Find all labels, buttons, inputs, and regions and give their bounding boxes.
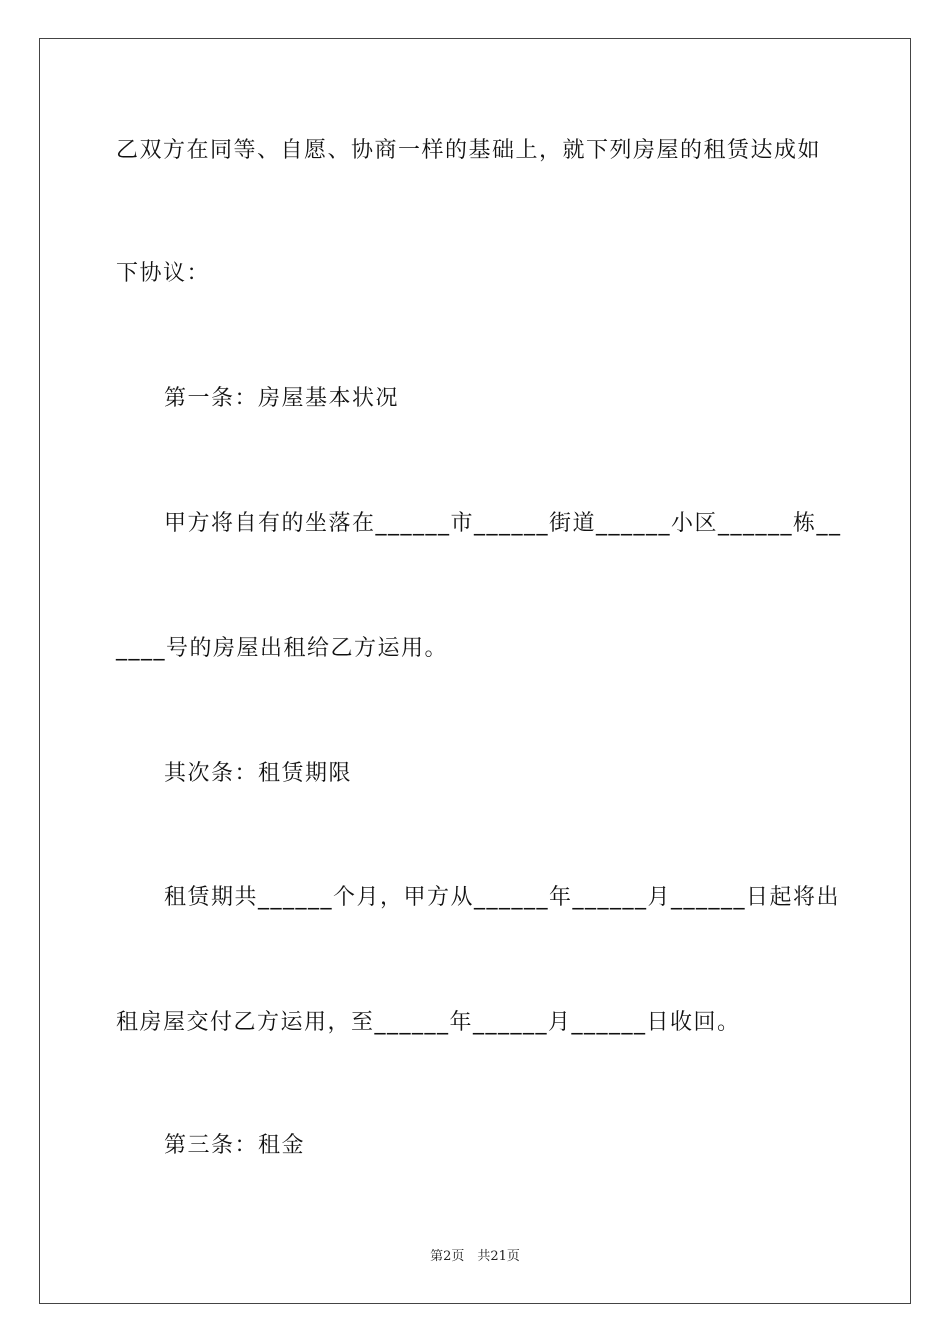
- body-text-line: 下协议：: [116, 261, 211, 286]
- body-text-line: 租房屋交付乙方运用，至______年______月______日收回。: [116, 1010, 741, 1035]
- section-heading-3: 第三条：租金: [164, 1133, 306, 1158]
- body-text-line: 甲方将自有的坐落在______市______街道______小区______栋__: [164, 511, 842, 536]
- page-number-footer: 第2页 共21页: [430, 1249, 520, 1264]
- body-text-line: ____号的房屋出租给乙方运用。: [116, 636, 449, 661]
- body-text-line: 乙双方在同等、自愿、协商一样的基础上，就下列房屋的租赁达成如: [116, 138, 822, 163]
- section-heading-2: 其次条：租赁期限: [164, 761, 353, 786]
- page-border: [39, 38, 911, 1304]
- section-heading-1: 第一条：房屋基本状况: [164, 386, 400, 411]
- body-text-line: 租赁期共______个月，甲方从______年______月______日起将出: [164, 885, 841, 910]
